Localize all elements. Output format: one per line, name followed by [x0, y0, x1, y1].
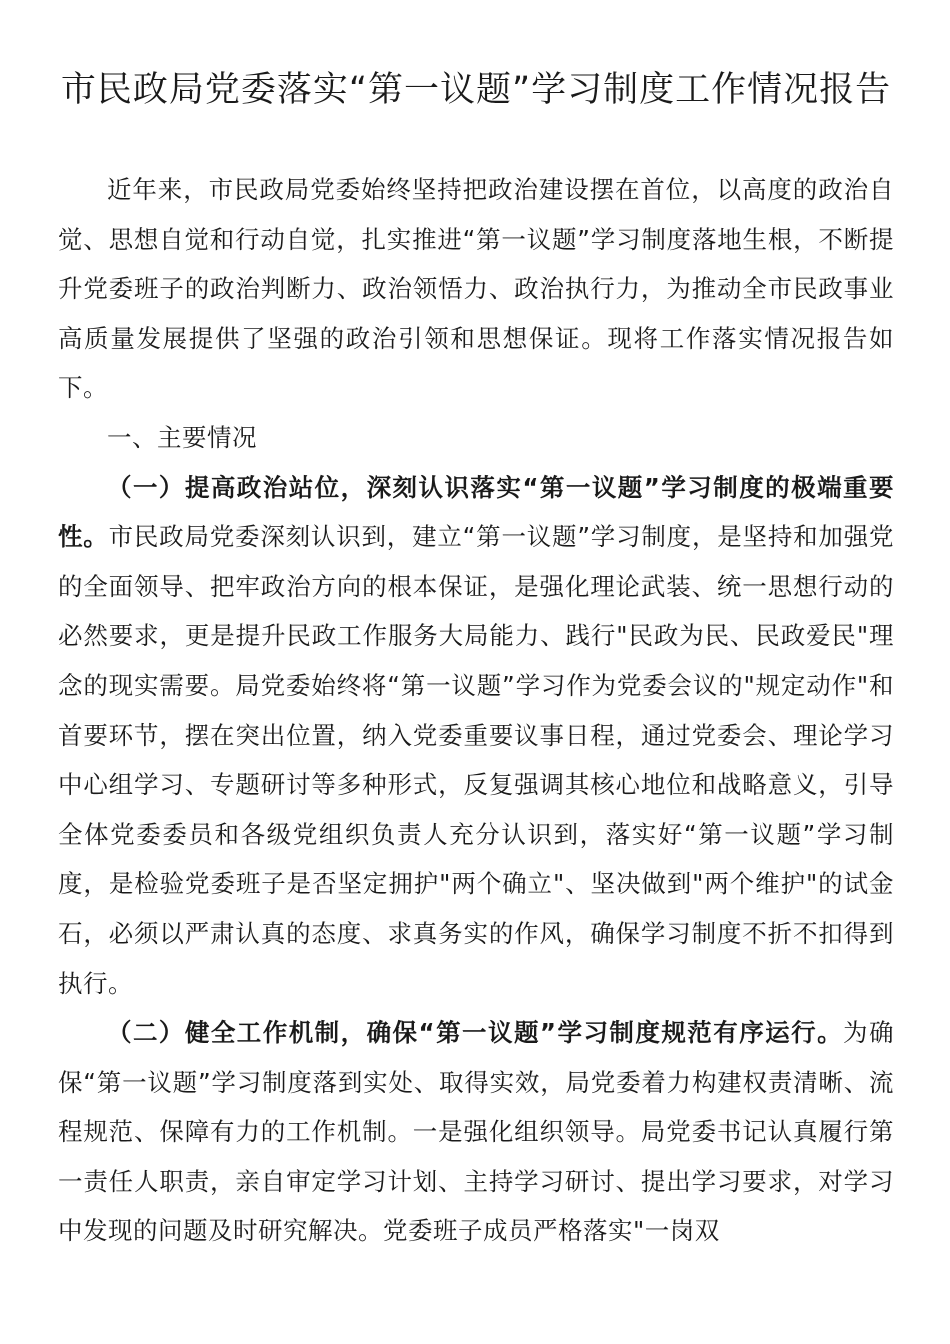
subsection-1-heading: （一）提高政治站位，深刻认识落实“第一议题”学习制度的极端重要性。: [58, 472, 894, 552]
intro-paragraph: 近年来，市民政局党委始终坚持把政治建设摆在首位，以高度的政治自觉、思想自觉和行动自觉，扎实推进“第一议题”学习制度落地生根，不断提升党委班子的政治判断力、政治领悟力、政治执行力，为推动全市民政事业高质量发展提供了坚强的政治引领和思想保证。现将工作落实情况报告如下。: [58, 175, 894, 403]
subsection-1-body: 市民政局党委深刻认识到，建立“第一议题”学习制度，是坚持和加强党的全面领导、把牢政治方向的根本保证，是强化理论武装、统一思想行动的必然要求，更是提升民政工作服务大局能力、践行"民政为民、民政爱民"理念的现实需要。局党委始终将“第一议题”学习作为党委会议的"规定动作"和首要环节，摆在突出位置，纳入党委重要议事日程，通过党委会、理论学习中心组学习、专题研讨等多种形式，反复强调其核心地位和战略意义，引导全体党委委员和各级党组织负责人充分认识到，落实好“第一议题”学习制度，是检验党委班子是否坚定拥护"两个确立"、坚决做到"两个维护"的试金石，必须以严肃认真的态度、求真务实的作风，确保学习制度不折不扣得到执行。: [58, 522, 895, 998]
subsection-1-paragraph: [58, 463, 894, 1009]
subsection-2-paragraph: [58, 1008, 894, 1256]
section-heading: 一、主要情况: [107, 422, 257, 452]
document-body: [58, 165, 894, 1256]
subsection-2-body: 为确保“第一议题”学习制度落到实处、取得实效，局党委着力构建权责清晰、流程规范、保障有力的工作机制。一是强化组织领导。局党委书记认真履行第一责任人职责，亲自审定学习计划、主持学习研讨、提出学习要求，对学习中发现的问题及时研究解决。党委班子成员严格落实"一岗双: [58, 1018, 895, 1246]
document-title: 市民政局党委落实“第一议题”学习制度工作情况报告: [60, 70, 892, 110]
subsection-2-heading: （二）健全工作机制，确保“第一议题”学习制度规范有序运行。: [107, 1018, 844, 1048]
